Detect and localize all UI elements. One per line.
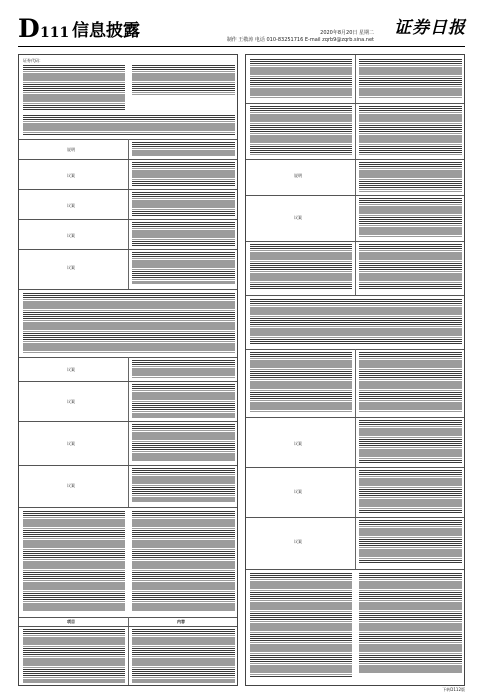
table-rule xyxy=(246,241,465,242)
table-row-label: 说明 xyxy=(294,173,302,178)
table-cell-text xyxy=(132,360,235,378)
table-rule xyxy=(246,159,465,160)
paper-name-logo: 证券日报 xyxy=(394,18,466,38)
section-letter: D xyxy=(18,14,40,43)
table-row-label: 议案 xyxy=(294,539,302,544)
table-rule xyxy=(246,103,465,104)
table-header-cell: 项目 xyxy=(67,619,75,624)
table-cell-text xyxy=(132,222,235,246)
table-cell-text xyxy=(359,198,462,238)
table-cell-text xyxy=(359,470,462,514)
table-rule xyxy=(19,626,238,627)
table-rule xyxy=(19,219,238,220)
table-cell-text xyxy=(359,352,462,412)
table-row-label: 议案 xyxy=(67,399,75,404)
table-row-label: 议案 xyxy=(67,173,75,178)
table-rule xyxy=(19,421,238,422)
notice-text-block xyxy=(23,511,125,611)
table-rule xyxy=(246,295,465,296)
table-row-label: 议案 xyxy=(294,489,302,494)
masthead xyxy=(0,0,484,52)
table-cell-text xyxy=(132,629,235,683)
table-header-cell: 内容 xyxy=(177,619,185,624)
table-row-label: 说明 xyxy=(67,147,75,152)
table-cell-text xyxy=(132,162,235,186)
table-rule xyxy=(246,417,465,418)
notice-text-block xyxy=(132,511,235,611)
table-rule xyxy=(19,507,238,508)
table-cell-text xyxy=(359,420,462,464)
table-row-label: 议案 xyxy=(67,367,75,372)
table-cell-text xyxy=(132,424,235,462)
table-cell-text xyxy=(250,106,352,156)
page-number: 111 xyxy=(40,25,70,41)
table-rule xyxy=(19,159,238,160)
header-rule xyxy=(18,46,465,47)
notice-text-block xyxy=(23,293,235,353)
editor-contact-line: 制作 王敬涛 电话 010-83251716 E-mail zqrb9@zqrb.sina.net xyxy=(226,37,374,43)
table-row-label: 议案 xyxy=(67,483,75,488)
table-cell-text xyxy=(359,244,462,290)
table-cell-text xyxy=(132,384,235,418)
table-rule xyxy=(246,569,465,570)
table-row-label: 议案 xyxy=(294,441,302,446)
table-rule xyxy=(246,467,465,468)
table-rule xyxy=(19,189,238,190)
table-column-divider xyxy=(128,139,129,289)
issue-date: 2020年8月20日 星期二 xyxy=(320,30,374,36)
notice-text-block xyxy=(250,573,352,677)
notice-text-block xyxy=(23,65,125,111)
notice-text-block xyxy=(359,573,462,673)
table-cell-text xyxy=(250,244,352,290)
table-cell-text xyxy=(250,352,352,412)
table-row-label: 议案 xyxy=(294,215,302,220)
notice-text-block xyxy=(23,115,235,135)
table-rule xyxy=(246,517,465,518)
table-rule xyxy=(19,249,238,250)
table-cell-text xyxy=(132,252,235,284)
table-cell-text xyxy=(132,142,235,156)
table-rule xyxy=(19,289,238,290)
table-column-divider xyxy=(355,349,356,569)
table-cell-text xyxy=(359,520,462,564)
table-cell-text xyxy=(359,162,462,192)
table-cell-text xyxy=(250,59,352,99)
table-column-divider xyxy=(355,55,356,295)
table-cell-text xyxy=(132,192,235,216)
table-column-divider xyxy=(128,617,129,686)
section-title: 信息披露 xyxy=(72,21,140,41)
table-cell-text xyxy=(359,106,462,156)
table-cell-text xyxy=(359,59,462,99)
left-column xyxy=(18,54,238,686)
notice-text-block xyxy=(250,299,462,345)
table-rule xyxy=(19,381,238,382)
table-row-label: 议案 xyxy=(67,203,75,208)
table-row-label: 议案 xyxy=(67,441,75,446)
notice-text-block xyxy=(132,65,235,95)
right-column xyxy=(245,54,465,686)
table-column-divider xyxy=(128,357,129,507)
table-rule xyxy=(246,195,465,196)
notice-heading: 证券代码： xyxy=(23,58,43,63)
continued-on-mark: 下转D112版 xyxy=(442,687,465,692)
table-cell-text xyxy=(132,468,235,502)
table-rule xyxy=(19,465,238,466)
table-row-label: 议案 xyxy=(67,233,75,238)
table-row-label: 议案 xyxy=(67,265,75,270)
table-cell-text xyxy=(23,629,125,683)
